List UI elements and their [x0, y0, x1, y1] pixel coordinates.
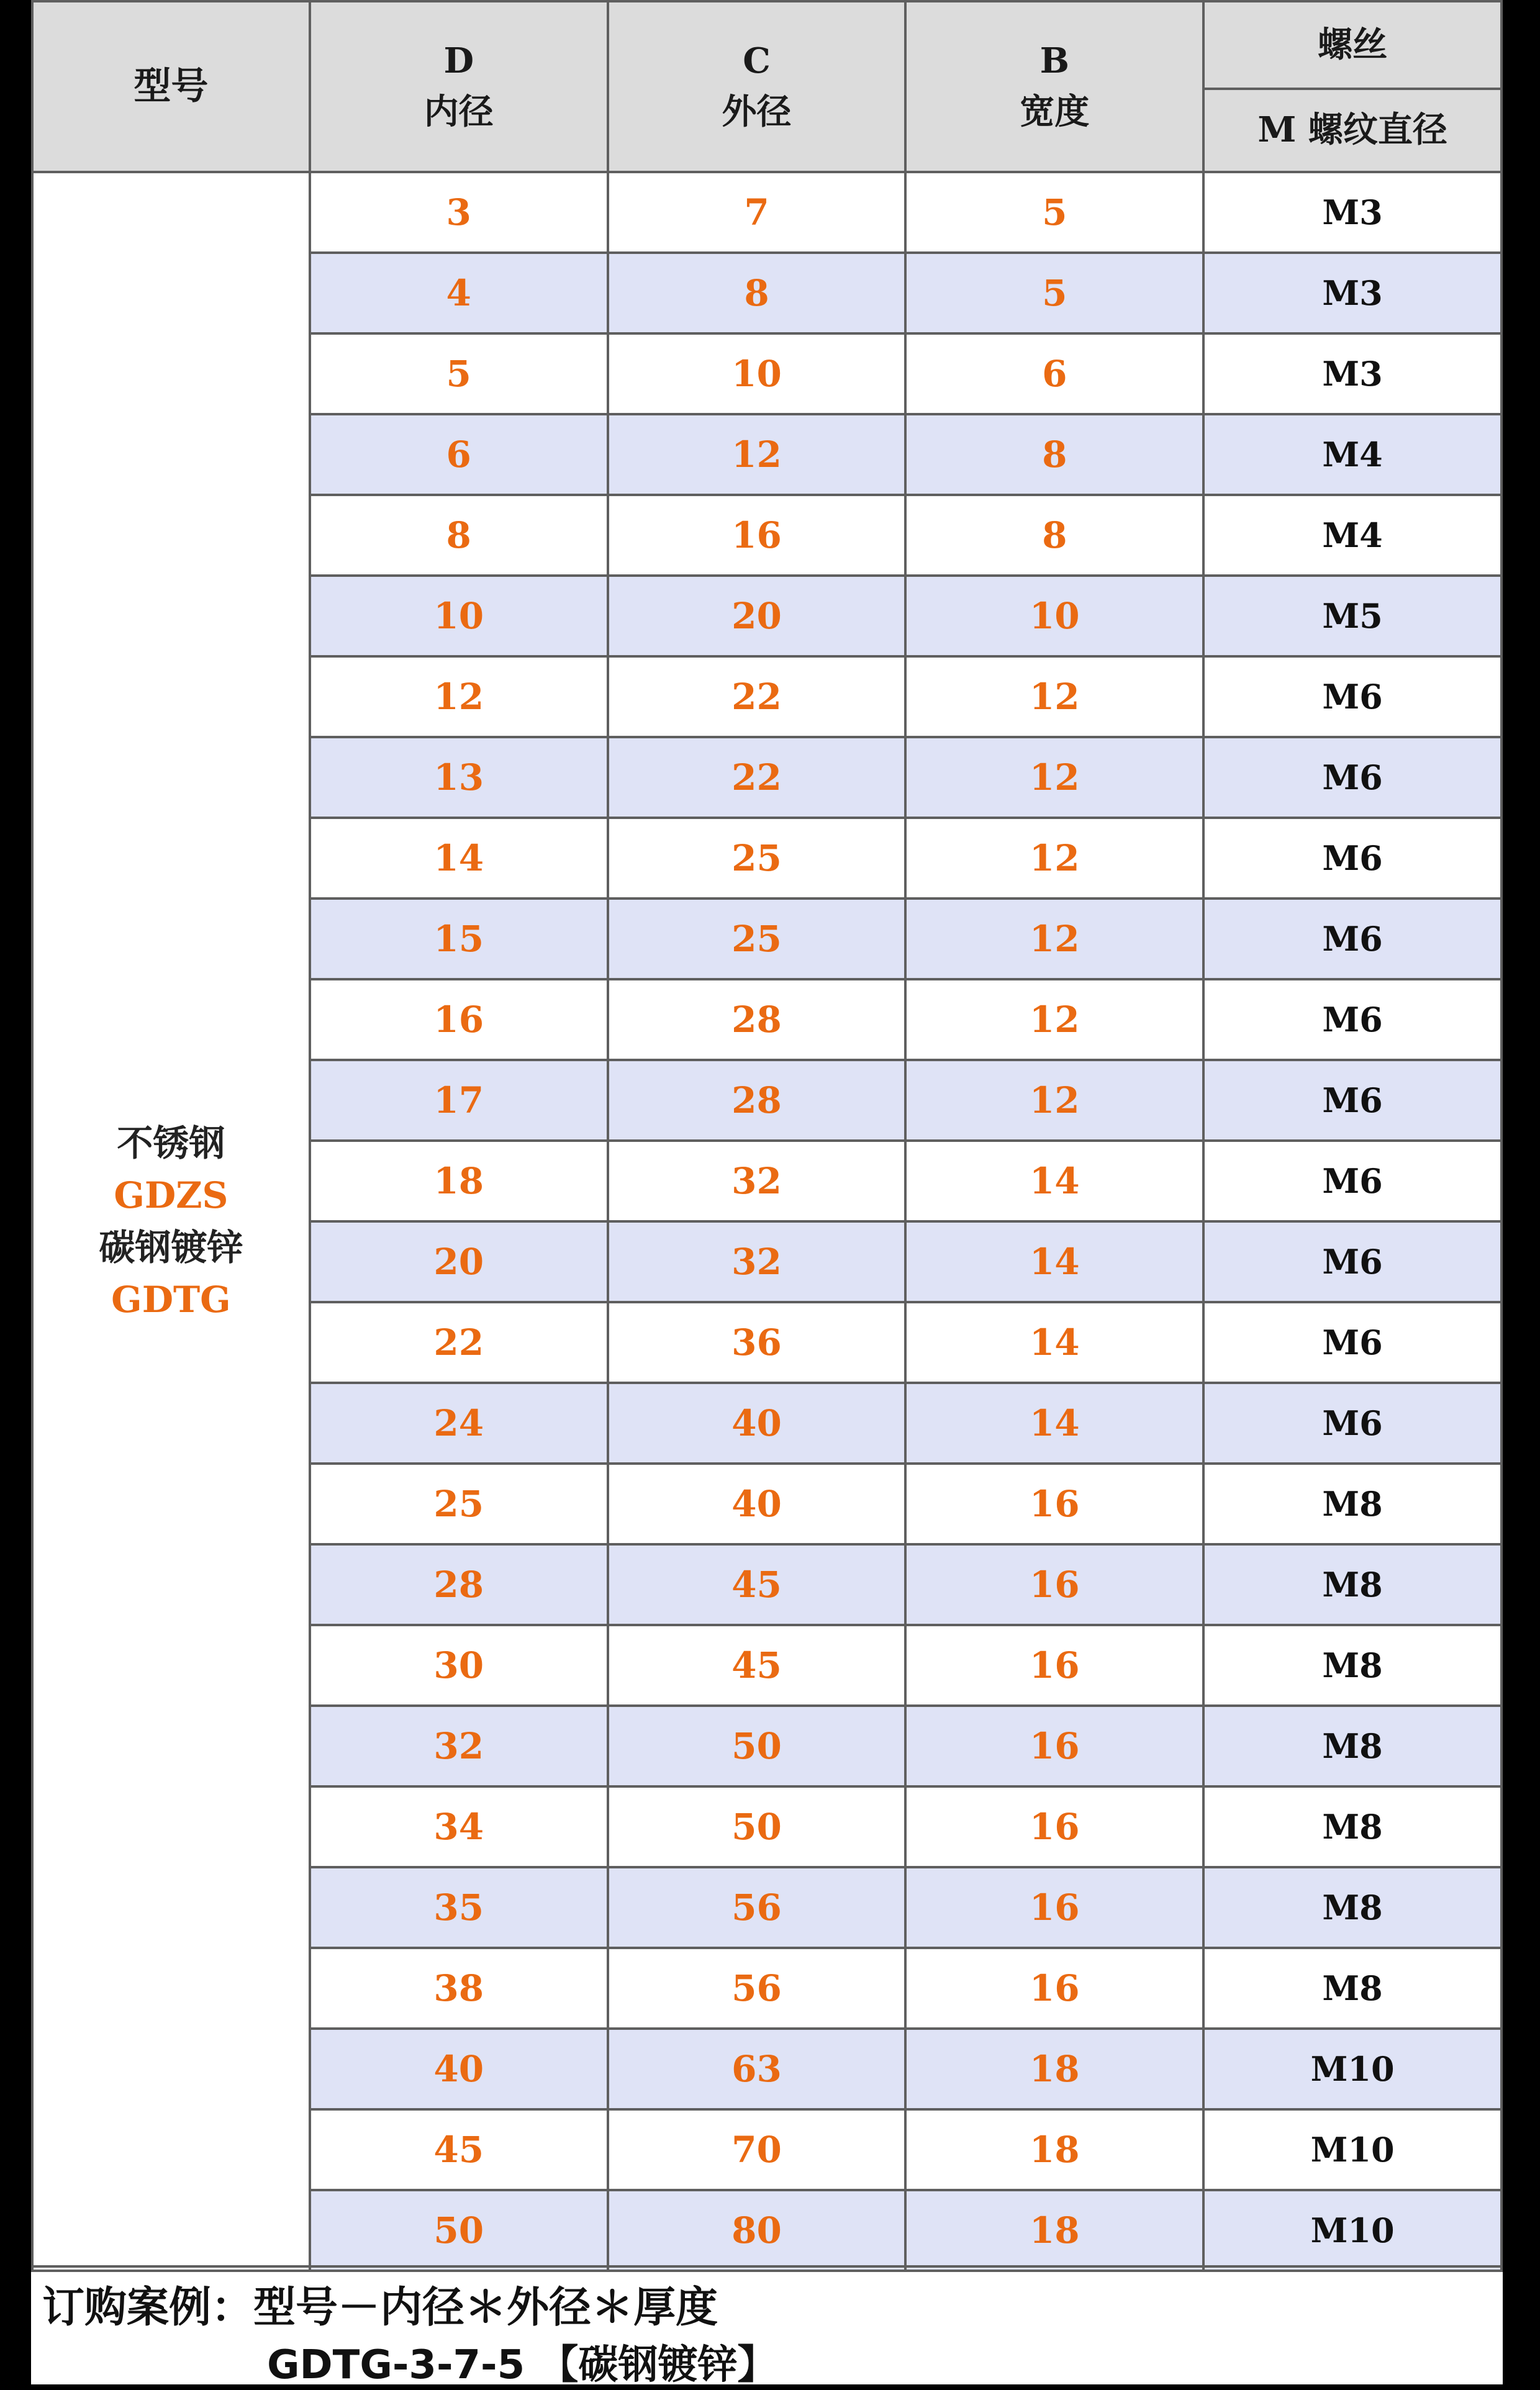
- outer-diameter-cell: 50: [608, 1706, 906, 1786]
- width-cell: 18: [905, 2190, 1203, 2271]
- thread-cell: M6: [1203, 818, 1502, 899]
- width-cell: 18: [905, 2029, 1203, 2109]
- inner-diameter-cell: 50: [310, 2190, 608, 2271]
- outer-diameter-cell: 63: [608, 2029, 906, 2109]
- width-cell: 12: [905, 656, 1203, 737]
- inner-diameter-header: [310, 1, 608, 172]
- outer-diameter-cell: 7: [608, 172, 906, 253]
- thread-cell: M6: [1203, 1302, 1502, 1383]
- thread-cell: M10: [1203, 2109, 1502, 2190]
- width-cell: 16: [905, 1625, 1203, 1706]
- model-cell: [32, 172, 310, 2271]
- width-cell: 16: [905, 1867, 1203, 1948]
- thread-cell: M6: [1203, 1221, 1502, 1302]
- inner-diameter-cell: 40: [310, 2029, 608, 2109]
- outer-diameter-cell: 25: [608, 818, 906, 899]
- width-cell: 14: [905, 1141, 1203, 1221]
- spec-table: [31, 0, 1503, 2272]
- width-cell: 12: [905, 737, 1203, 818]
- thread-cell: M8: [1203, 1625, 1502, 1706]
- width-cell: 14: [905, 1302, 1203, 1383]
- width-cell: 14: [905, 1221, 1203, 1302]
- thread-cell: M8: [1203, 1544, 1502, 1625]
- inner-diameter-cell: 34: [310, 1786, 608, 1867]
- thread-cell: M4: [1203, 495, 1502, 576]
- thread-cell: M8: [1203, 1464, 1502, 1544]
- thread-cell: M6: [1203, 899, 1502, 979]
- width-cell: 10: [905, 576, 1203, 656]
- outer-diameter-cell: 8: [608, 253, 906, 333]
- outer-diameter-cell: 56: [608, 1867, 906, 1948]
- outer-diameter-cell: 28: [608, 979, 906, 1060]
- outer-diameter-cell: 80: [608, 2190, 906, 2271]
- outer-diameter-label: 外径: [722, 91, 792, 132]
- thread-cell: M8: [1203, 1867, 1502, 1948]
- inner-diameter-cell: 20: [310, 1221, 608, 1302]
- width-cell: 12: [905, 979, 1203, 1060]
- inner-diameter-cell: 6: [310, 414, 608, 495]
- inner-diameter-cell: 17: [310, 1060, 608, 1141]
- outer-diameter-cell: 10: [608, 333, 906, 414]
- outer-diameter-cell: 12: [608, 414, 906, 495]
- model-code-stainless: GDZS: [114, 1174, 229, 1216]
- material-galvanized-label: 碳钢镀锌: [99, 1226, 243, 1269]
- width-cell: 5: [905, 253, 1203, 333]
- width-header: [905, 1, 1203, 172]
- inner-diameter-cell: 35: [310, 1867, 608, 1948]
- width-cell: 6: [905, 333, 1203, 414]
- inner-diameter-cell: 45: [310, 2109, 608, 2190]
- inner-diameter-cell: 3: [310, 172, 608, 253]
- inner-diameter-cell: 5: [310, 333, 608, 414]
- outer-diameter-header: [608, 1, 906, 172]
- width-cell: 5: [905, 172, 1203, 253]
- material-stainless-label: 不锈钢: [117, 1121, 225, 1164]
- inner-diameter-cell: 15: [310, 899, 608, 979]
- width-cell: 8: [905, 414, 1203, 495]
- thread-cell: M3: [1203, 172, 1502, 253]
- spec-table-body: [32, 172, 1502, 2271]
- outer-diameter-cell: 56: [608, 1948, 906, 2029]
- outer-diameter-cell: 40: [608, 1464, 906, 1544]
- outer-diameter-cell: 45: [608, 1544, 906, 1625]
- thread-cell: M8: [1203, 1706, 1502, 1786]
- inner-diameter-letter: D: [443, 40, 474, 82]
- inner-diameter-cell: 38: [310, 1948, 608, 2029]
- thread-cell: M6: [1203, 1383, 1502, 1464]
- width-cell: 16: [905, 1706, 1203, 1786]
- inner-diameter-cell: 25: [310, 1464, 608, 1544]
- thread-cell: M6: [1203, 1141, 1502, 1221]
- inner-diameter-cell: 10: [310, 576, 608, 656]
- outer-diameter-cell: 28: [608, 1060, 906, 1141]
- width-cell: 12: [905, 818, 1203, 899]
- thread-cell: M8: [1203, 1948, 1502, 2029]
- inner-diameter-cell: 28: [310, 1544, 608, 1625]
- inner-diameter-cell: 4: [310, 253, 608, 333]
- width-cell: 12: [905, 1060, 1203, 1141]
- inner-diameter-label: 内径: [424, 91, 494, 132]
- thread-diameter-header: M 螺纹直径: [1203, 89, 1502, 172]
- model-code-galvanized: GDTG: [111, 1279, 231, 1321]
- thread-cell: M6: [1203, 1060, 1502, 1141]
- width-cell: 16: [905, 1948, 1203, 2029]
- thread-cell: M3: [1203, 333, 1502, 414]
- width-cell: 8: [905, 495, 1203, 576]
- thread-cell: M6: [1203, 656, 1502, 737]
- model-header: 型号: [32, 1, 310, 172]
- inner-diameter-cell: 30: [310, 1625, 608, 1706]
- width-label: 宽度: [1020, 91, 1090, 132]
- order-example-format: 订购案例：型号－内径＊外径＊厚度: [42, 2283, 718, 2332]
- thread-cell: M6: [1203, 737, 1502, 818]
- thread-cell: M4: [1203, 414, 1502, 495]
- thread-cell: M6: [1203, 979, 1502, 1060]
- inner-diameter-cell: 18: [310, 1141, 608, 1221]
- order-example: [31, 2265, 1503, 2387]
- width-cell: 16: [905, 1464, 1203, 1544]
- inner-diameter-cell: 16: [310, 979, 608, 1060]
- inner-diameter-cell: 14: [310, 818, 608, 899]
- outer-diameter-cell: 45: [608, 1625, 906, 1706]
- outer-diameter-cell: 22: [608, 656, 906, 737]
- inner-diameter-cell: 13: [310, 737, 608, 818]
- inner-diameter-cell: 22: [310, 1302, 608, 1383]
- thread-cell: M10: [1203, 2190, 1502, 2271]
- outer-diameter-cell: 32: [608, 1221, 906, 1302]
- width-cell: 16: [905, 1786, 1203, 1867]
- outer-diameter-cell: 70: [608, 2109, 906, 2190]
- outer-diameter-cell: 20: [608, 576, 906, 656]
- thread-cell: M3: [1203, 253, 1502, 333]
- outer-diameter-cell: 40: [608, 1383, 906, 1464]
- outer-diameter-cell: 32: [608, 1141, 906, 1221]
- width-cell: 16: [905, 1544, 1203, 1625]
- order-example-code: GDTG-3-7-5 【碳钢镀锌】: [267, 2342, 777, 2388]
- outer-diameter-cell: 22: [608, 737, 906, 818]
- spec-sheet: [31, 0, 1503, 2388]
- outer-diameter-cell: 50: [608, 1786, 906, 1867]
- width-cell: 18: [905, 2109, 1203, 2190]
- screw-group-header: 螺丝: [1203, 1, 1502, 89]
- thread-cell: M5: [1203, 576, 1502, 656]
- thread-cell: M10: [1203, 2029, 1502, 2109]
- inner-diameter-cell: 32: [310, 1706, 608, 1786]
- outer-diameter-letter: C: [743, 40, 771, 82]
- width-cell: 12: [905, 899, 1203, 979]
- outer-diameter-cell: 36: [608, 1302, 906, 1383]
- width-cell: 14: [905, 1383, 1203, 1464]
- outer-diameter-cell: 25: [608, 899, 906, 979]
- outer-diameter-cell: 16: [608, 495, 906, 576]
- inner-diameter-cell: 12: [310, 656, 608, 737]
- thread-cell: M8: [1203, 1786, 1502, 1867]
- inner-diameter-cell: 8: [310, 495, 608, 576]
- inner-diameter-cell: 24: [310, 1383, 608, 1464]
- table-row: [32, 172, 1502, 253]
- width-letter: B: [1040, 40, 1069, 82]
